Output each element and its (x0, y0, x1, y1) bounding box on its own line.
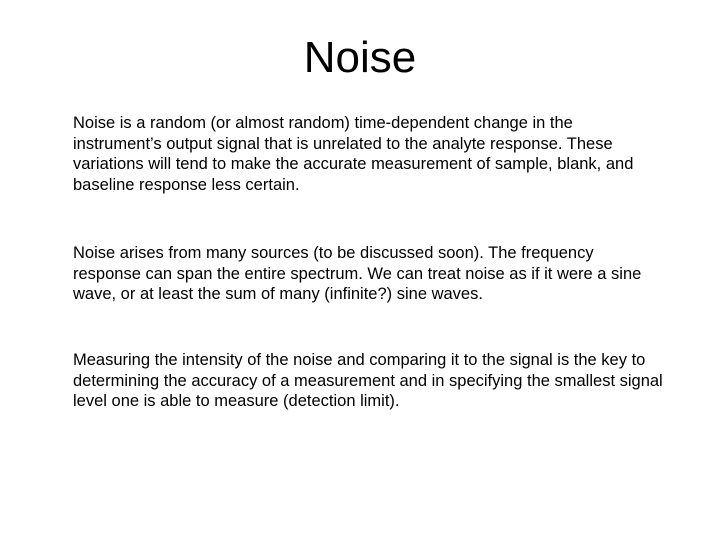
paragraph-noise-measurement: Measuring the intensity of the noise and comparing it to the signal is the key to determining the accuracy of a measurement and in specifying the smallest signal level one is able to measure (detection limit). (73, 351, 663, 410)
paragraph-noise-sources: Noise arises from many sources (to be discussed soon). The frequency response can span the entire spectrum. We can treat noise as if it were a sine wave, or at least the sum of many (infinite?) sine waves. (73, 244, 642, 303)
slide-title: Noise (303, 33, 417, 82)
paragraph-noise-definition: Noise is a random (or almost random) time-dependent change in the instrument’s output signal that is unrelated to the analyte response. These variations will tend to make the accurate measurement of sample, blank, and baseline response less certain. (73, 114, 634, 194)
